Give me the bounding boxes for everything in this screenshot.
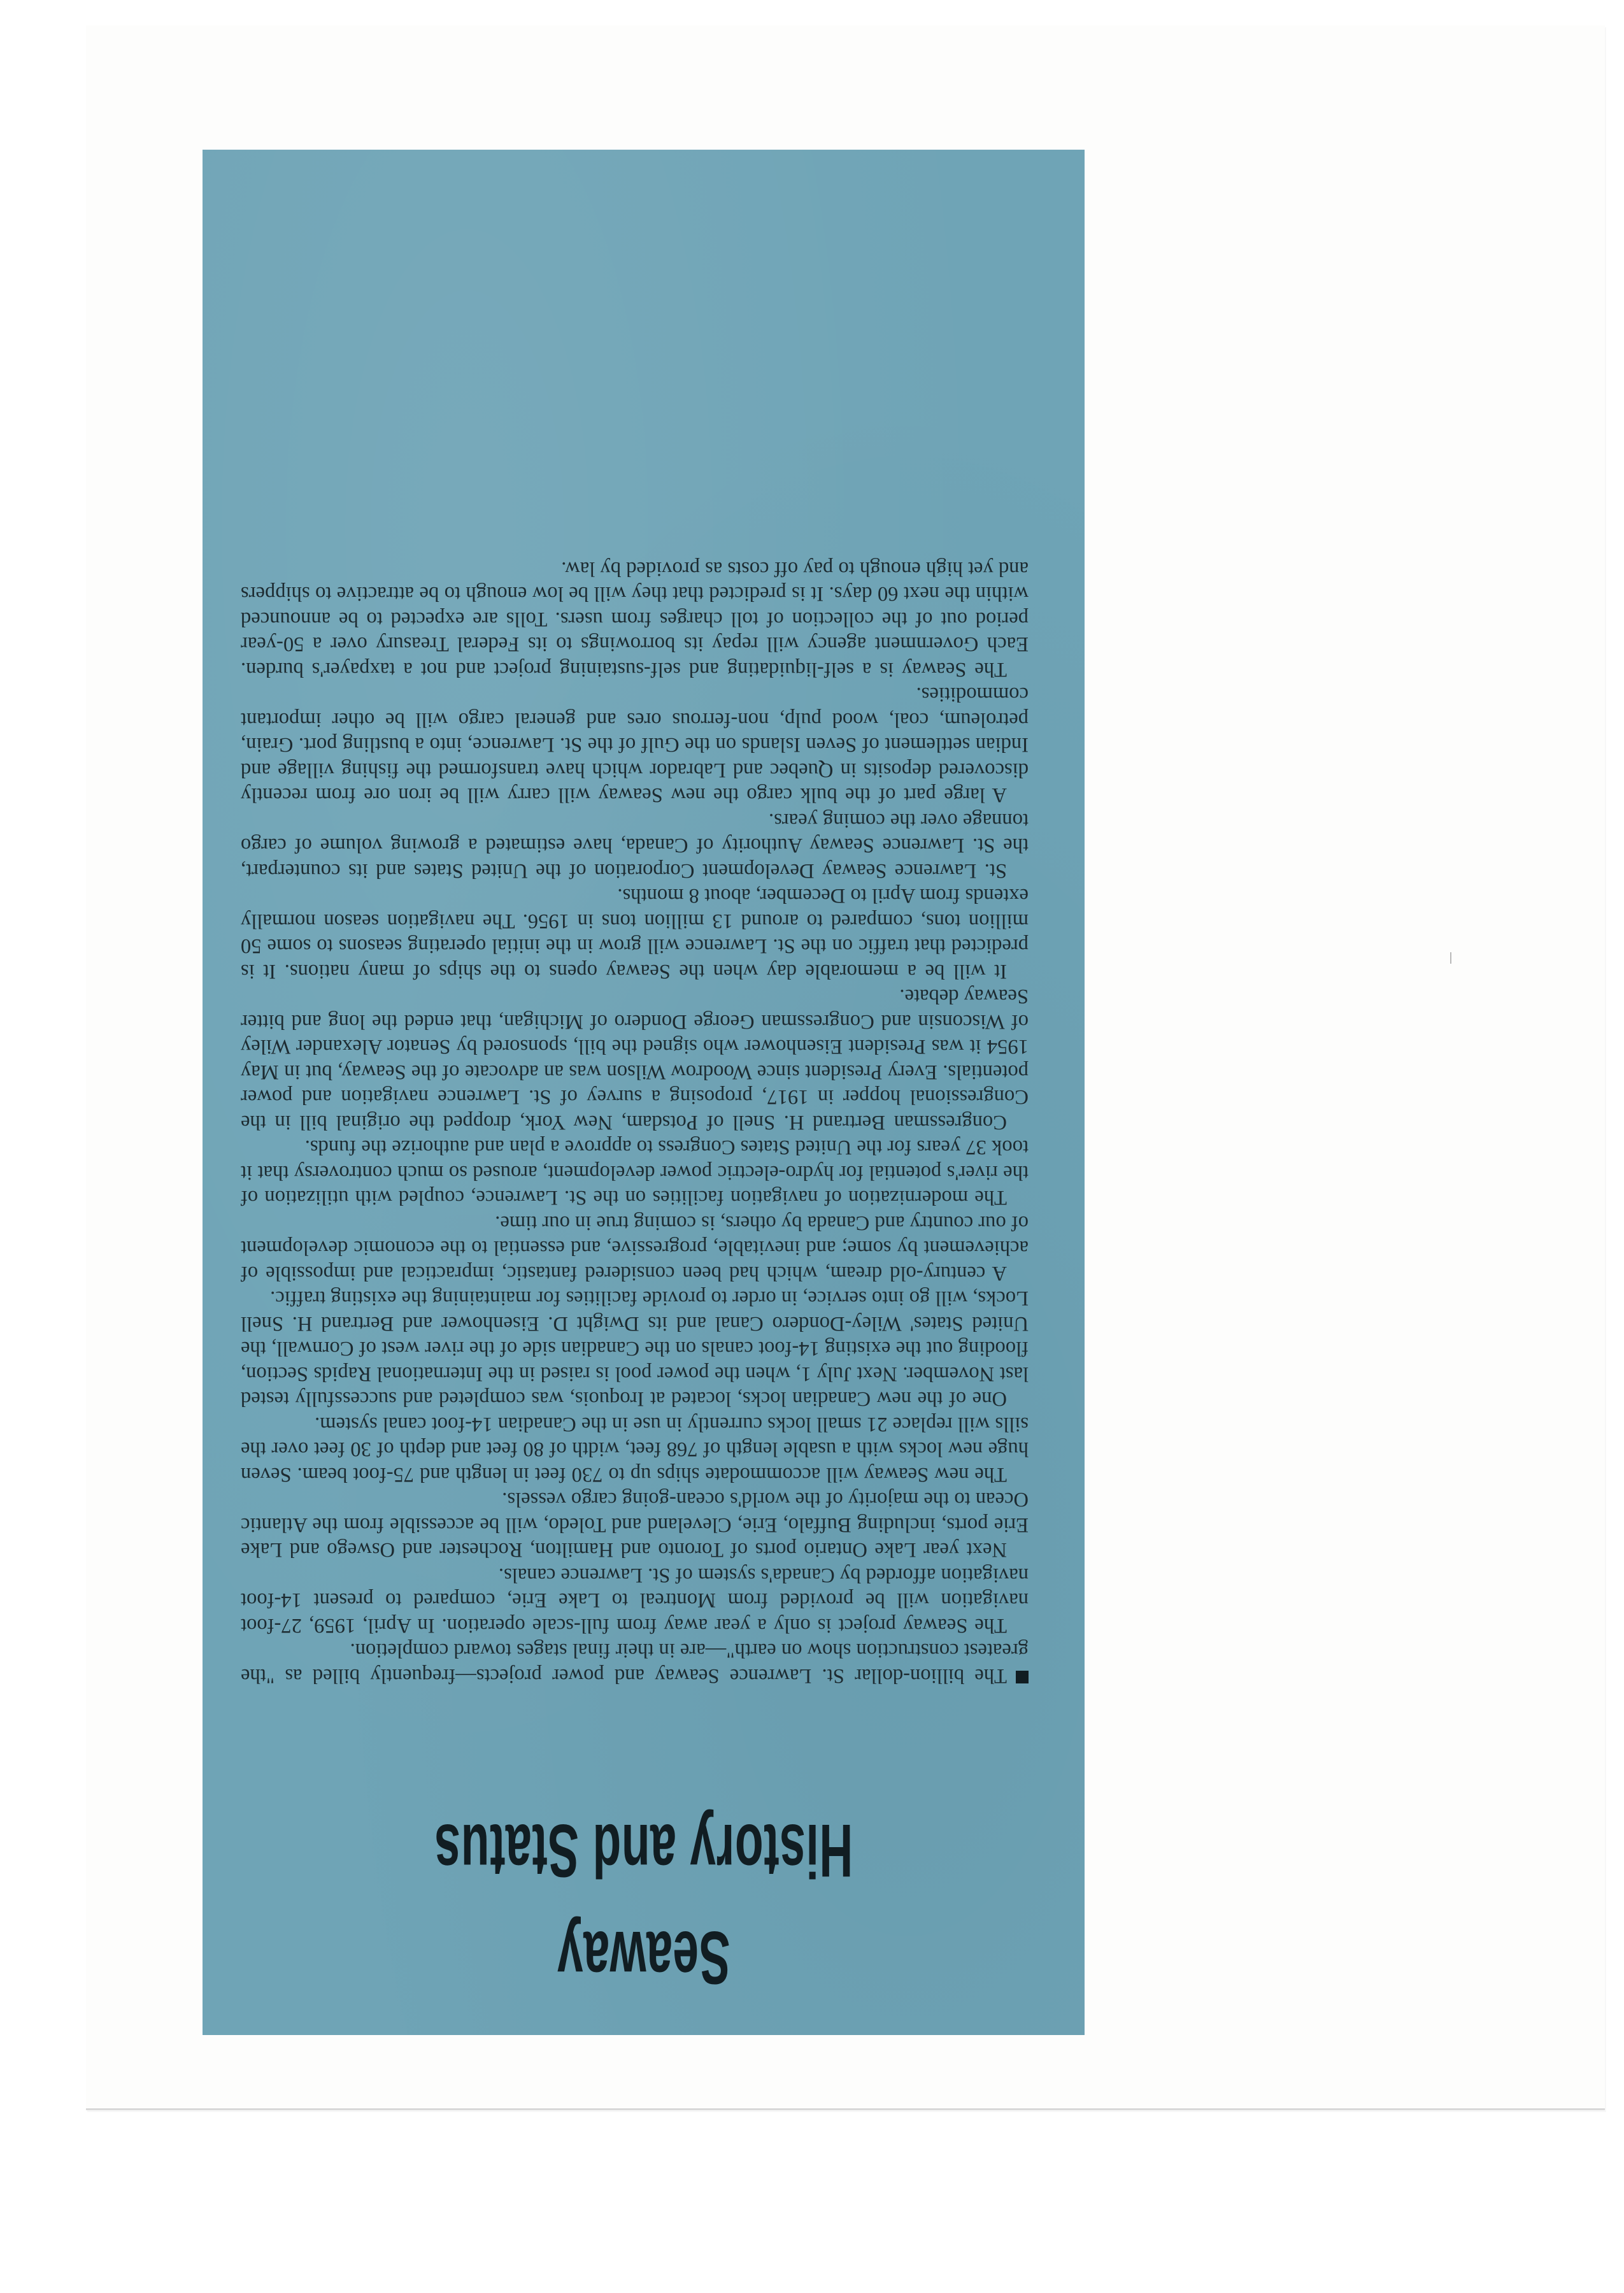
headline bbox=[370, 1797, 917, 2011]
article-paragraph: The Seaway project is only a year away from full-scale operation. In April, 1959, 27-foot navigation will be provided from Montreal to Lake Erie, compared to present 14-foot navigation afforded by Canada's system of St. Lawrence canals. bbox=[241, 1564, 1029, 1637]
paragraph-text: The billion-dollar St. Lawrence Seaway and power projects—frequently billed as "the greatest construction show on earth"—are in their final stages toward completion. bbox=[241, 1639, 1029, 1687]
article-paragraph: A century-old dream, which had been considered fantastic, impractical and impossible of achievement by some; and inevitable, progressive, and essential to the economic development of our country and Canada by others, is coming true in our time. bbox=[241, 1211, 1029, 1285]
article-body bbox=[241, 556, 1029, 1689]
article-paragraph: The Seaway is a self-liquidating and self-sustaining project and not a taxpayer's burden. Each Government agency will repay its borrowings to its Federal Treasury over a 50-year period out of the collection of toll charges from users. Tolls are expected to be announced within the next 60 days. It is predicted that they will be low enough to be attractive to shippers and yet high enough to pay off costs as provided by law. bbox=[241, 557, 1029, 681]
headline-title: Seaway bbox=[557, 1915, 730, 1999]
article-paragraph: A large part of the bulk cargo the new Seaway will carry will be iron ore from recently discovered deposits in Quebec and Labrador which have transformed the fishing village and Indian settlement of Seven Islands on the Gulf of the St. Lawrence, into a bustling port. Grain, petroleum, coal, wood pulp, non-ferrous ores and general cargo will be other important commodities. bbox=[241, 683, 1029, 807]
article-paragraph: It will be a memorable day when the Seaway opens to the ships of many nations. It is predicted that traffic on the St. Lawrence will grow in the initial operating seasons to some 50 million tons, compared to around 13 million tons in 1956. The navigation season normally extends from April to December, about 8 months. bbox=[241, 884, 1029, 983]
article-paragraph: The modernization of navigation facilities on the St. Lawrence, coupled with utilization of the river's potential for hydro-electric power development, aroused so much controversy that it took 37 years for the United States Congress to approve a plan and authorize the funds. bbox=[241, 1136, 1029, 1210]
article-paragraph: The new Seaway will accommodate ships up to 730 feet in length and 75-foot beam. Seven huge new locks with a usable length of 768 feet, width of 80 feet and depth of 30 feet over the sills will replace 21 small locks currently in use in the Canadian 14-foot canal system. bbox=[241, 1413, 1029, 1486]
article-paragraph bbox=[241, 1638, 1029, 1688]
article-paragraph: St. Lawrence Seaway Development Corporation of the United States and its counterpart, the St. Lawrence Seaway Authority of Canada, have estimated a growing volume of cargo tonnage over the coming years. bbox=[241, 809, 1029, 882]
headline-subtitle: History and Status bbox=[434, 1808, 853, 1892]
bullet-square-icon bbox=[1016, 1671, 1029, 1683]
scan-artifact-mark bbox=[1450, 952, 1451, 964]
article-paragraph: Congressman Bertrand H. Snell of Potsdam, New York, dropped the original bill in the Congressional hopper in 1917, proposing a survey of St. Lawrence navigation and power potentials. Every President since Woodrow Wilson was an advocate of the Seaway, but in May 1954 it was President Eisenhower who signed the bill, sponsored by Senator Alexander Wiley of Wisconsin and Congressman George Dondero of Michigan, that ended the long and bitter Seaway debate. bbox=[241, 985, 1029, 1134]
newspaper-clipping bbox=[203, 150, 1085, 2035]
clipping-rotated-content bbox=[203, 150, 1085, 2035]
article-paragraph: Next year Lake Ontario ports of Toronto and Hamilton, Rochester and Oswego and Lake Erie ports, including Buffalo, Erie, Cleveland and Toledo, will be accessible from the Atlantic Ocean to the majority of the world's ocean-going cargo vessels. bbox=[241, 1488, 1029, 1562]
article-paragraph: One of the new Canadian locks, located at Iroquois, was completed and successfully tested last November. Next July 1, when the power pool is raised in the International Rapids Section, flooding out the existing 14-foot canals on the Canadian side of the river west of Cornwall, the United States' Wiley-Dondero Canal and its Dwight D. Eisenhower and Bertrand H. Snell Locks, will go into service, in order to provide facilities for maintaining the existing traffic. bbox=[241, 1287, 1029, 1411]
